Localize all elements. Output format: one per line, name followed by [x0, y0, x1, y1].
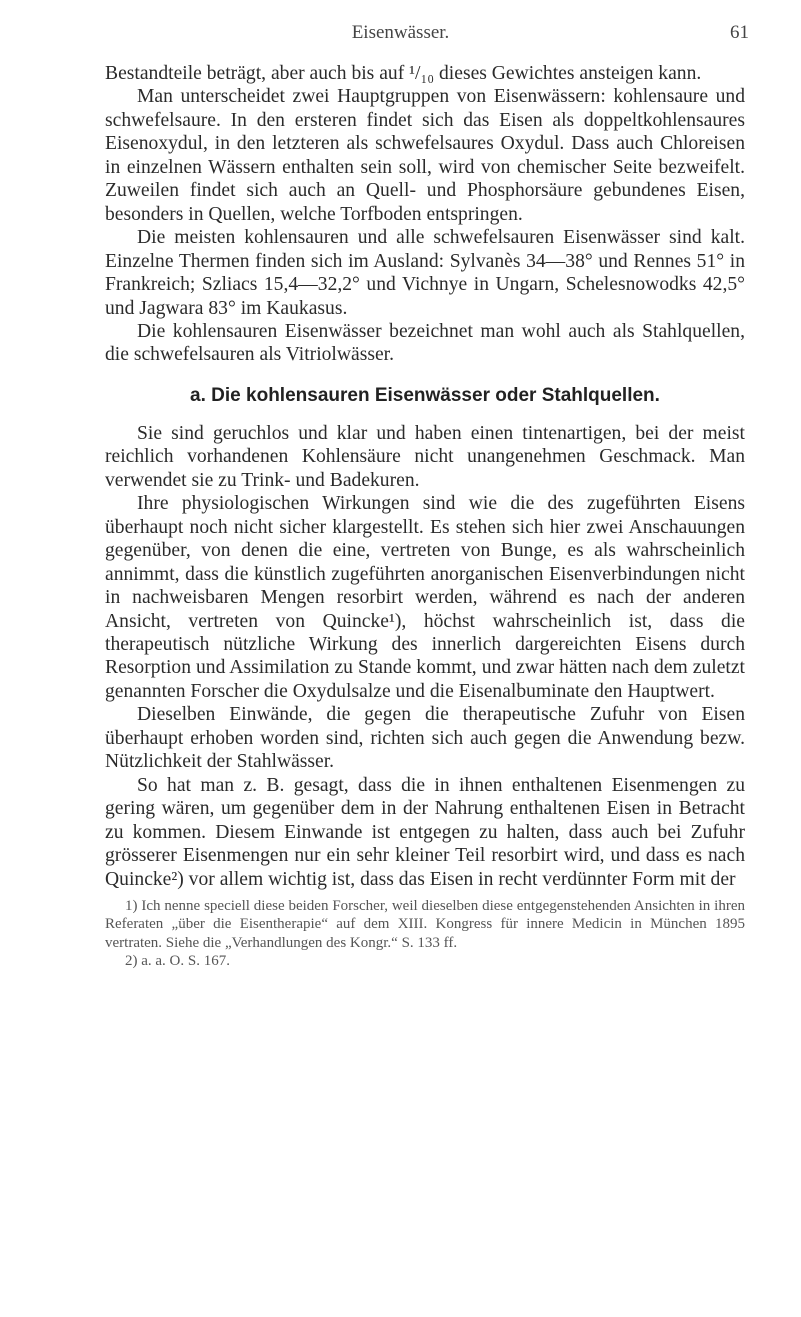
footnote: 2) a. a. O. S. 167. — [125, 953, 230, 970]
footnote: 1) Ich nenne speciell diese beiden Forscher, weil dieselben diese entgegenstehenden Ansichten in ihren Referaten „über die Eisentherapie“ auf dem XIII. Kongress für innere Medicin in München 1895 vertraten. Siehe die „Verhandlungen des Kongr.“ S. 133 ff. — [105, 897, 745, 951]
paragraph: Die meisten kohlensauren und alle schwefelsauren Eisenwässer sind kalt. Einzelne Thermen finden sich im Ausland: Sylvanès 34—38° und Rennes 51° in Frankreich; Szliacs 15,4—32,2° und Vichnye in Ungarn, Schelesnowodks 42,5° und Jagwara 83° im Kaukasus. — [105, 227, 745, 319]
paragraph: Ihre physiologischen Wirkungen sind wie die des zugeführten Eisens überhaupt noch nicht sicher klargestellt. Es stehen sich hier zwei Anschauungen gegenüber, von denen die eine, vertreten von Bunge, es als wahrscheinlich annimmt, dass die künstlich zugeführten anorganischen Eisenverbindungen nicht in nachweisbaren Mengen resorbirt werden, während es nach der anderen Ansicht, vertreten von Quincke¹), höchst wahrscheinlich ist, dass die therapeutisch nützliche Wirkung des innerlich dargereichten Eisens durch Resorption und Assimilation zu Stande kommt, und zwar hätten nach dem zuletzt genannten Forscher die Oxydulsalze und die Eisenalbuminate den Hauptwert. — [105, 493, 745, 702]
paragraph: So hat man z. B. gesagt, dass die in ihnen enthaltenen Eisenmengen zu gering wären, um gegenüber dem in der Nahrung enthaltenen Eisen in Betracht zu kommen. Diesem Einwande ist entgegen zu halten, dass auch bei Zufuhr grösserer Eisenmengen nur ein sehr kleiner Teil resorbirt wird, und dass es nach Quincke²) vor allem wichtig ist, dass das Eisen in recht verdünnter Form mit der — [105, 774, 745, 890]
running-header — [0, 22, 801, 48]
paragraph: Sie sind geruchlos und klar und haben einen tintenartigen, bei der meist reichlich vorhandenen Kohlensäure nicht unangenehmen Geschmack. Man verwendet sie zu Trink- und Badekuren. — [105, 422, 745, 491]
section-heading: a. Die kohlensauren Eisenwässer oder Stahlquellen. — [190, 384, 660, 406]
paragraph: Die kohlensauren Eisenwässer bezeichnet man wohl auch als Stahlquellen, die schwefelsauren als Vitriolwässer. — [105, 320, 745, 366]
main-text — [105, 62, 745, 971]
running-title: Eisenwässer. — [351, 22, 450, 43]
paragraph: Man unterscheidet zwei Hauptgruppen von Eisenwässern: kohlensaure und schwefelsaure. In den ersteren findet sich das Eisen als doppeltkohlensaures Eisenoxydul, in den letzteren als schwefelsaures Oxydul. Dass auch Chloreisen in einzelnen Wässern enthalten sein soll, wird von chemischer Seite bezweifelt. Zuweilen findet sich auch an Quell- und Phosphorsäure gebundenes Eisen, besonders in Quellen, welche Torfboden entspringen. — [105, 86, 745, 225]
page-number: 61 — [730, 22, 749, 43]
paragraph: Dieselben Einwände, die gegen die therapeutische Zufuhr von Eisen überhaupt erhoben worden sind, richten sich auch gegen die Anwendung bezw. Nützlichkeit der Stahlwässer. — [105, 704, 745, 773]
footnotes — [105, 897, 745, 971]
paragraph: Bestandteile beträgt, aber auch bis auf ¹/₁₀ dieses Gewichtes ansteigen kann. — [105, 63, 702, 84]
